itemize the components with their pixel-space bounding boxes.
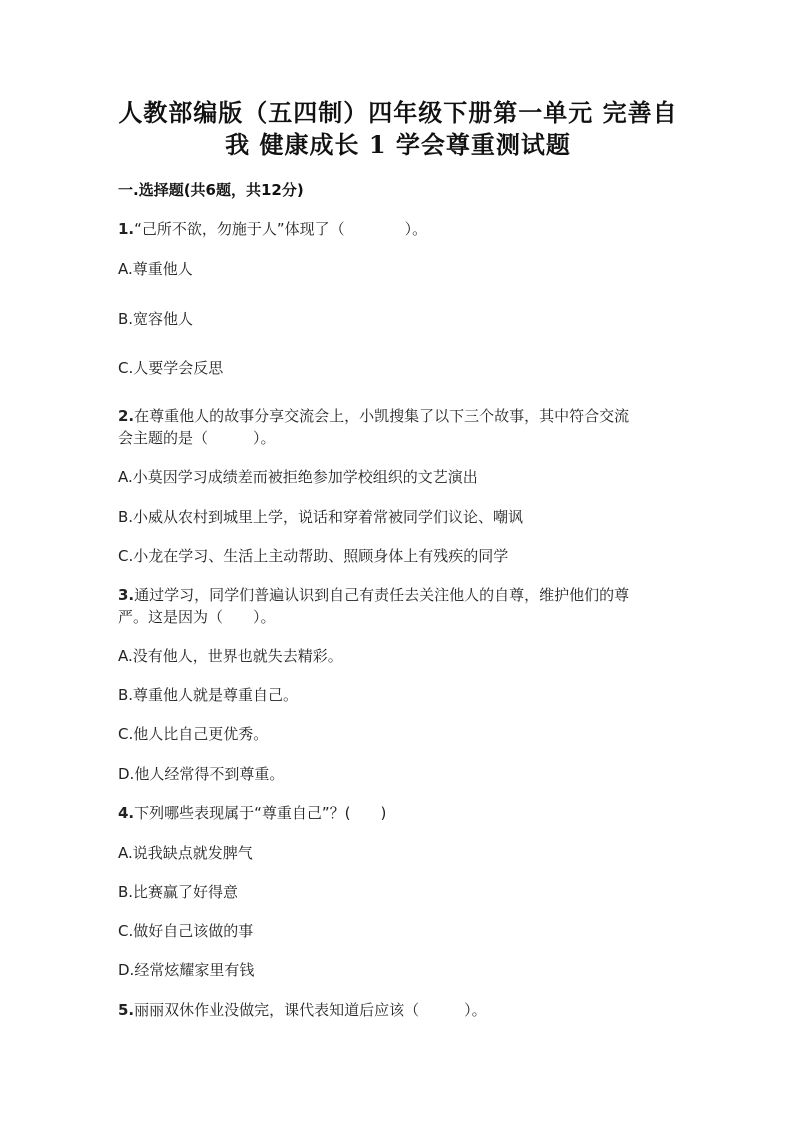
question-text: 下列哪些表现属于“尊重自己”？( ) <box>134 804 387 822</box>
page-title-line-1: 人教部编版（五四制）四年级下册第一单元 完善自 <box>118 98 678 127</box>
question-2-option-a: A.小莫因学习成绩差而被拒绝参加学校组织的文艺演出 <box>118 468 478 486</box>
question-text-line-1: 通过学习，同学们普遍认识到自己有责任去关注他人的自尊，维护他们的尊 <box>134 586 630 604</box>
question-2-option-b: B.小威从农村到城里上学，说话和穿着常被同学们议论、嘲讽 <box>118 508 524 526</box>
question-text: 丽丽双休作业没做完，课代表知道后应该（ ）。 <box>134 1001 487 1019</box>
question-3-line-2: 严。这是因为（ ）。 <box>118 608 276 626</box>
question-1 <box>118 218 678 240</box>
page-title-line-2: 我 健康成长 1 学会尊重测试题 <box>225 130 571 159</box>
question-3-option-d: D.他人经常得不到尊重。 <box>118 765 285 783</box>
question-1-option-c: C.人要学会反思 <box>118 359 224 377</box>
question-1-option-a: A.尊重他人 <box>118 260 193 278</box>
question-5 <box>118 999 678 1021</box>
question-4 <box>118 802 678 824</box>
question-number: 5. <box>118 1001 135 1019</box>
question-number: 1. <box>118 220 135 238</box>
question-number: 3. <box>118 586 135 604</box>
question-2-line-2: 会主题的是（ ）。 <box>118 429 276 447</box>
question-3-option-b: B.尊重他人就是尊重自己。 <box>118 686 299 704</box>
question-2-option-c: C.小龙在学习、生活上主动帮助、照顾身体上有残疾的同学 <box>118 547 509 565</box>
question-3 <box>118 584 674 606</box>
question-text: “己所不欲，勿施于人”体现了（ ）。 <box>134 220 428 238</box>
question-4-option-c: C.做好自己该做的事 <box>118 922 254 940</box>
question-text-line-1: 在尊重他人的故事分享交流会上，小凯搜集了以下三个故事，其中符合交流 <box>134 407 630 425</box>
question-3-option-c: C.他人比自己更优秀。 <box>118 725 269 743</box>
question-1-option-b: B.宽容他人 <box>118 310 194 328</box>
question-4-option-a: A.说我缺点就发脾气 <box>118 844 253 862</box>
section-heading: 一.选择题(共6题，共12分) <box>118 181 304 199</box>
question-4-option-d: D.经常炫耀家里有钱 <box>118 961 255 979</box>
question-4-option-b: B.比赛赢了好得意 <box>118 883 239 901</box>
question-number: 4. <box>118 804 135 822</box>
question-2 <box>118 405 674 427</box>
question-3-option-a: A.没有他人，世界也就失去精彩。 <box>118 647 343 665</box>
question-number: 2. <box>118 407 135 425</box>
